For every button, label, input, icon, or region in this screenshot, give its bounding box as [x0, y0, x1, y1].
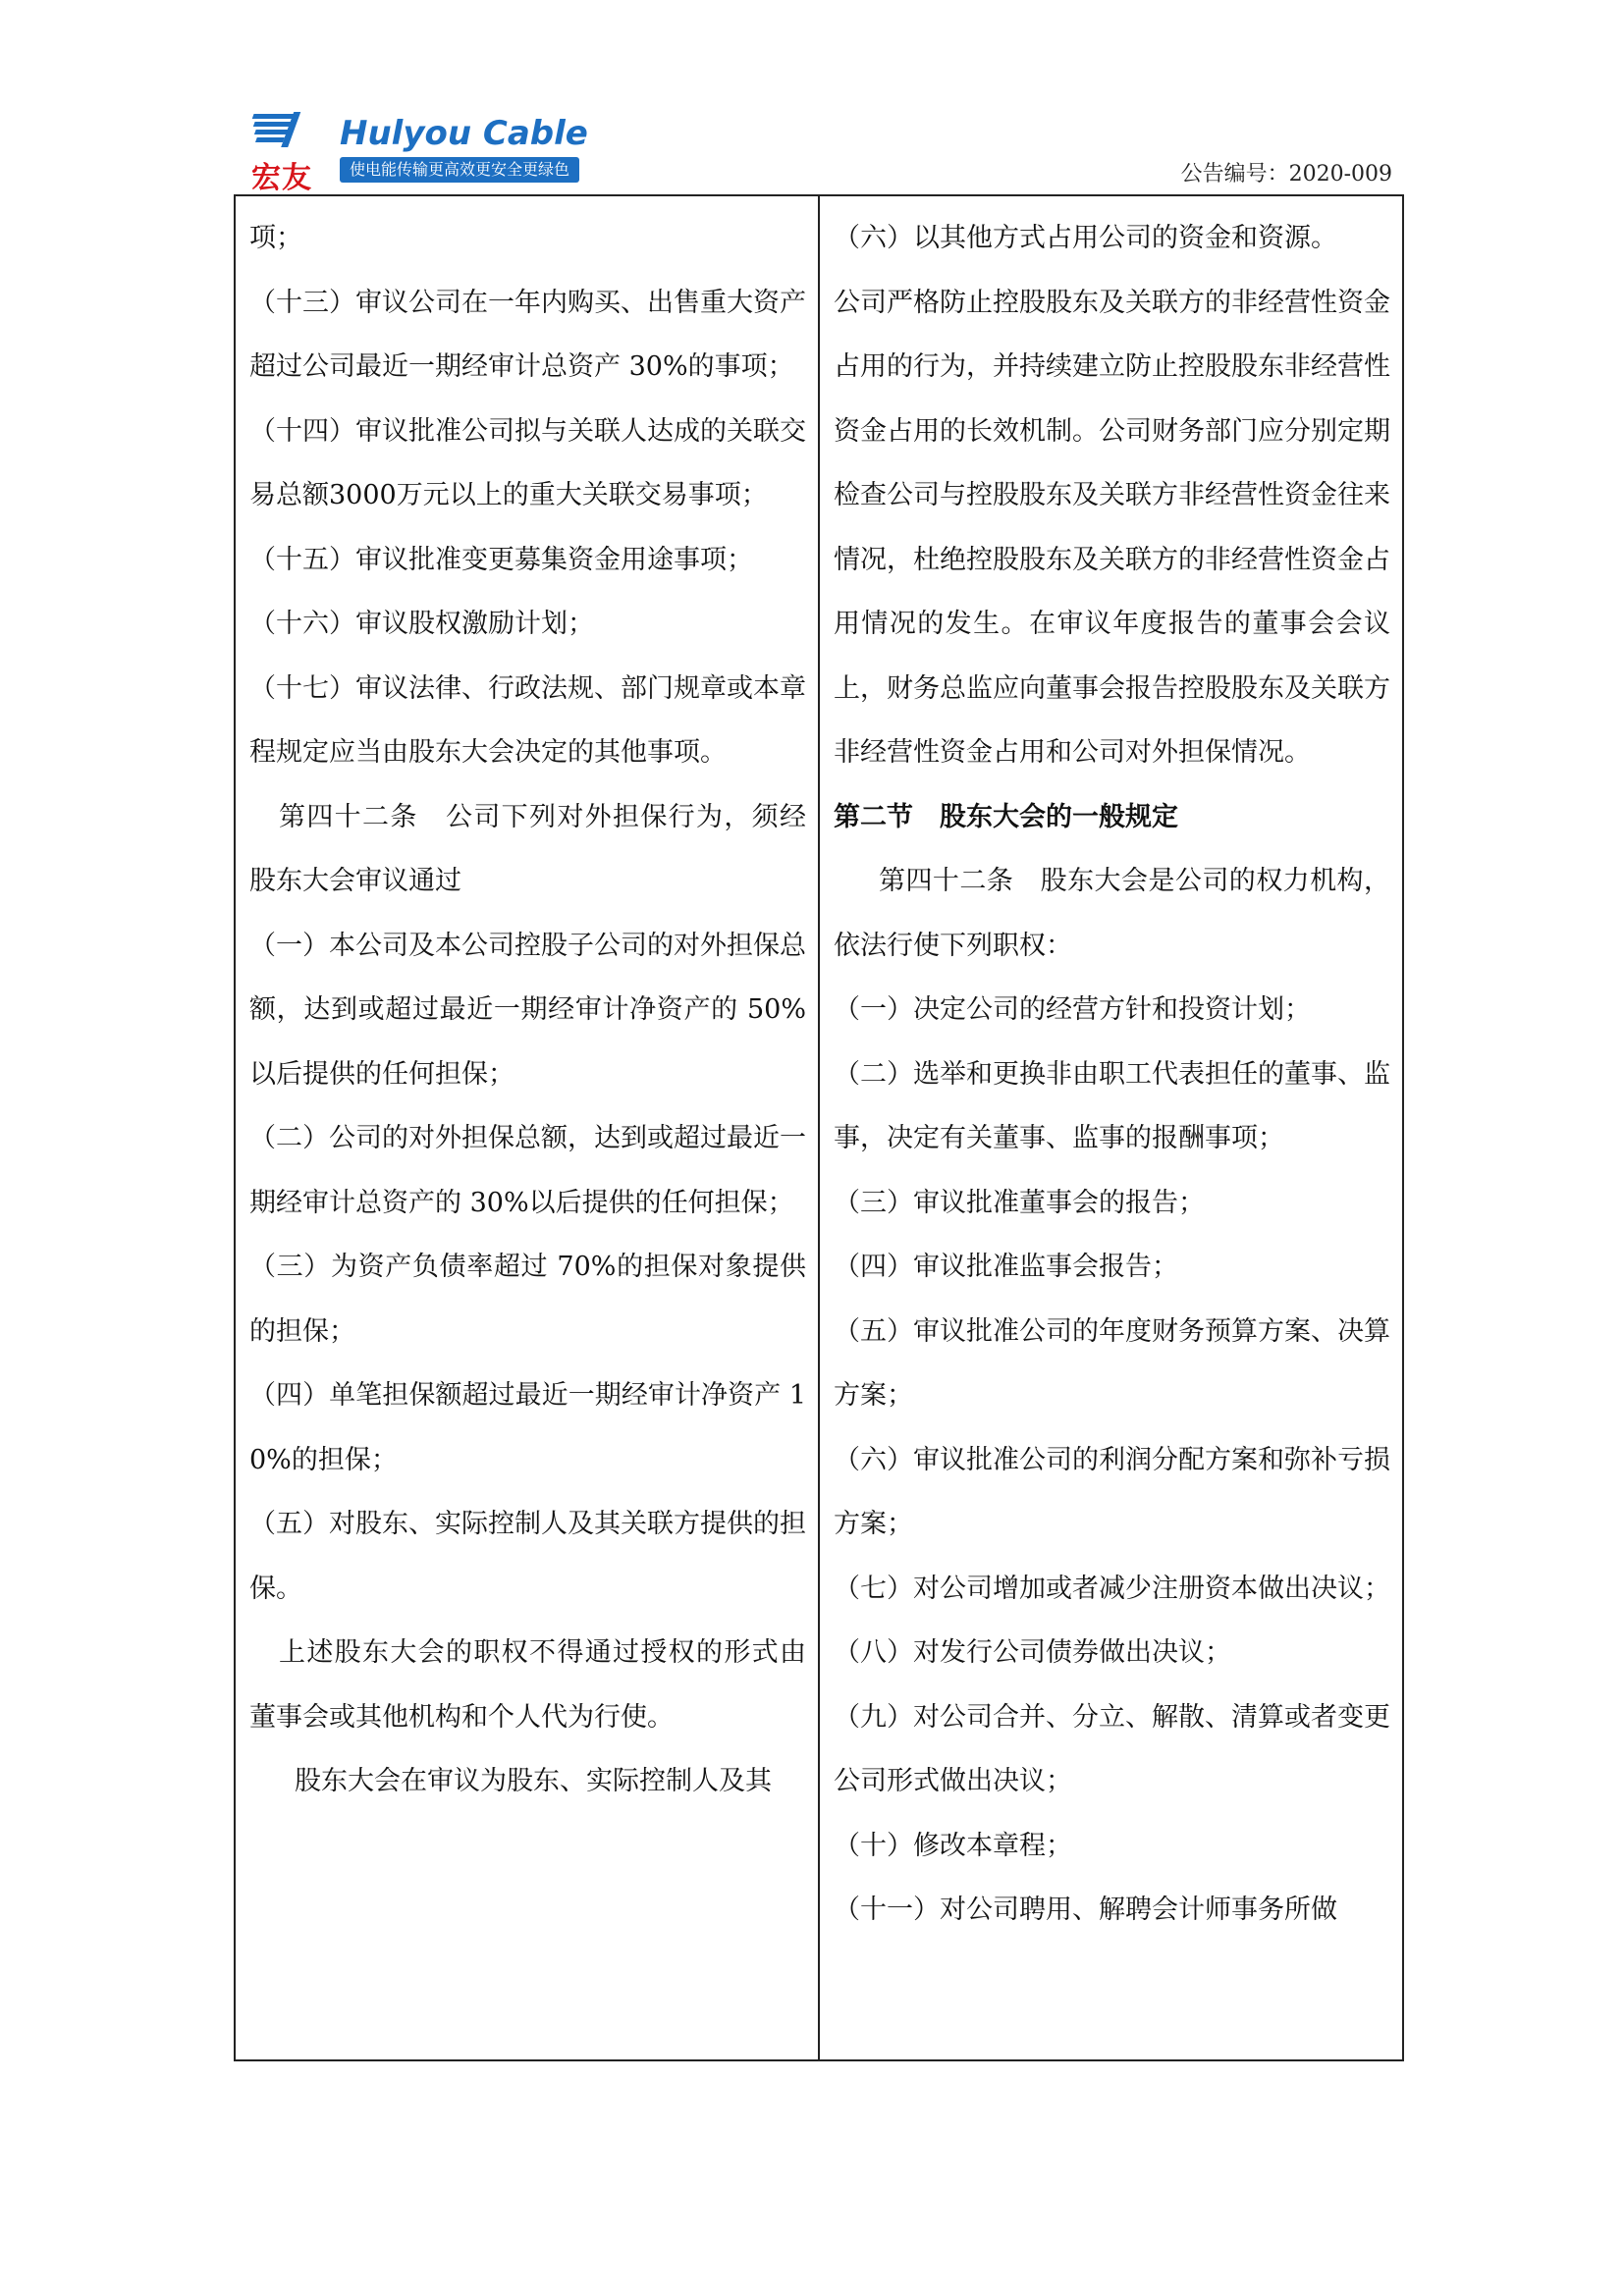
- left-column-paragraph: 股东大会在审议为股东、实际控制人及其: [295, 1766, 772, 1796]
- right-column-paragraph: （八）对发行公司债券做出决议；: [834, 1637, 1231, 1668]
- left-column-paragraph: 第四十二条 公司下列对外担保行为，须经股东大会审议通过: [249, 801, 806, 896]
- left-column-paragraph: （十六）审议股权激励计划；: [249, 609, 594, 639]
- comparison-table: [234, 194, 1404, 2061]
- right-column-paragraph: （十）修改本章程；: [834, 1830, 1072, 1861]
- logo-brand-text: Hulyou Cable: [340, 114, 588, 153]
- left-column-paragraph: （四）单笔担保额超过最近一期经审计净资产 10%的担保；: [249, 1380, 806, 1475]
- logo-mark-icon: [249, 110, 318, 155]
- left-column-paragraph: （十五）审议批准变更募集资金用途事项；: [249, 544, 753, 575]
- left-column-paragraph: （五）对股东、实际控制人及其关联方提供的担保。: [249, 1509, 806, 1604]
- right-column: [820, 196, 1402, 2059]
- left-column: [236, 196, 820, 2059]
- right-column-paragraph: （四）审议批准监事会报告；: [834, 1252, 1178, 1282]
- right-column-paragraph: （十一）对公司聘用、解聘会计师事务所做: [834, 1895, 1337, 1925]
- left-column-paragraph: 项；: [249, 223, 302, 253]
- logo-slogan: 使电能传输更高效更安全更绿色: [340, 157, 579, 183]
- right-column-paragraph: 第四十二条 股东大会是公司的权力机构，依法行使下列职权：: [834, 866, 1390, 961]
- right-column-paragraph: （六）审议批准公司的利润分配方案和弥补亏损方案；: [834, 1444, 1390, 1539]
- left-column-paragraph: （十七）审议法律、行政法规、部门规章或本章程规定应当由股东大会决定的其他事项。: [249, 672, 806, 768]
- right-column-paragraph: （五）审议批准公司的年度财务预算方案、决算方案；: [834, 1315, 1390, 1411]
- left-column-paragraph: （十三）审议公司在一年内购买、出售重大资产超过公司最近一期经审计总资产 30%的事项；: [249, 287, 806, 382]
- right-column-paragraph: 第二节 股东大会的一般规定: [834, 801, 1178, 832]
- logo-chinese-text: 宏友: [251, 161, 312, 195]
- left-column-paragraph: 上述股东大会的职权不得通过授权的形式由董事会或其他机构和个人代为行使。: [249, 1637, 806, 1733]
- company-logo: [245, 110, 588, 195]
- left-column-paragraph: （二）公司的对外担保总额，达到或超过最近一期经审计总资产的 30%以后提供的任何担保；: [249, 1123, 806, 1218]
- notice-number: 公告编号：2020-009: [1180, 162, 1392, 187]
- right-column-paragraph: （七）对公司增加或者减少注册资本做出决议；: [834, 1573, 1390, 1604]
- left-column-paragraph: （一）本公司及本公司控股子公司的对外担保总额，达到或超过最近一期经审计净资产的 50%以后提供的任何担保；: [249, 930, 806, 1090]
- right-column-paragraph: （三）审议批准董事会的报告；: [834, 1187, 1205, 1218]
- right-column-paragraph: （九）对公司合并、分立、解散、清算或者变更公司形式做出决议；: [834, 1701, 1390, 1796]
- right-column-paragraph: （一）决定公司的经营方针和投资计划；: [834, 994, 1311, 1025]
- right-column-paragraph: （二）选举和更换非由职工代表担任的董事、监事，决定有关董事、监事的报酬事项；: [834, 1058, 1390, 1153]
- right-column-paragraph: （六）以其他方式占用公司的资金和资源。: [834, 223, 1337, 253]
- right-column-paragraph: 公司严格防止控股股东及关联方的非经营性资金占用的行为，并持续建立防止控股股东非经营性资金占用的长效机制。公司财务部门应分别定期检查公司与控股股东及关联方非经营性资金往来情况，杜绝控股股东及关联方的非经营性资金占用情况的发生。在审议年度报告的董事会会议上，财务总监应向董事会报告控股股东及关联方非经营性资金占用和公司对外担保情况。: [834, 287, 1390, 768]
- left-column-paragraph: （三）为资产负债率超过 70%的担保对象提供的担保；: [249, 1252, 806, 1347]
- left-column-paragraph: （十四）审议批准公司拟与关联人达成的关联交易总额3000万元以上的重大关联交易事项；: [249, 415, 806, 510]
